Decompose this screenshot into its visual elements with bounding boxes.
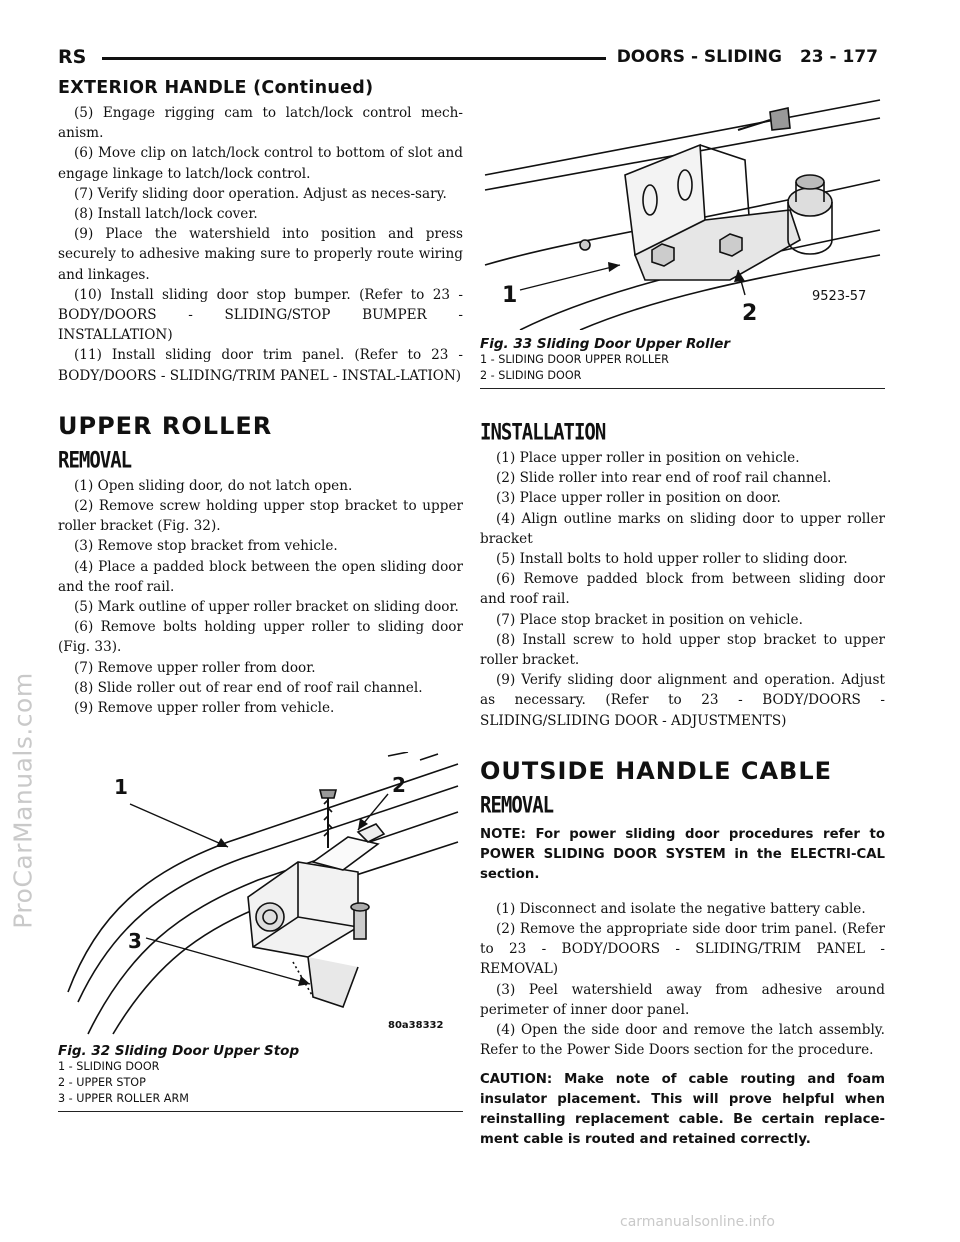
subheading-removal: REMOVAL [480, 792, 554, 819]
left-column [58, 103, 463, 718]
step-text: (4) Align outline marks on sliding door to upper roller bracket [480, 510, 885, 547]
figure-33-legend-item: 1 - SLIDING DOOR UPPER ROLLER [480, 353, 669, 366]
side-watermark-text: ProCarManuals.com [8, 671, 38, 929]
figure-32-illustration [58, 752, 463, 1037]
step-text: (10) Install sliding door stop bumper. (Refer to 23 - BODY/DOORS - SLIDING/STOP BUMPER - INSTALLATION) [58, 286, 463, 344]
step-text: (7) Verify sliding door operation. Adjust as neces-sary. [74, 185, 447, 202]
step-text: (3) Remove stop bracket from vehicle. [74, 538, 338, 555]
footer-watermark: carmanualsonline.info [620, 1214, 775, 1230]
continued-heading: EXTERIOR HANDLE (Continued) [58, 78, 374, 98]
step-text: (11) Install sliding door trim panel. (Refer to 23 - BODY/DOORS - SLIDING/TRIM PANEL - INSTAL-LATION) [58, 347, 463, 384]
step-text: (1) Place upper roller in position on vehicle. [496, 450, 800, 466]
step-text: (1) Disconnect and isolate the negative battery cable. [496, 900, 866, 917]
figure-32-bottom-rule [58, 1111, 463, 1112]
step-text: (4) Open the side door and remove the latch assembly. Refer to the Power Side Doors section for the procedure. [480, 1022, 885, 1059]
step-text: (9) Remove upper roller from vehicle. [74, 700, 335, 717]
header-section: DOORS - SLIDING [616, 47, 782, 67]
step-text: (6) Move clip on latch/lock control to bottom of slot and engage linkage to latch/lock control. [58, 145, 463, 182]
figure-33-legend-item: 2 - SLIDING DOOR [480, 369, 582, 382]
figure-32-caption: Fig. 32 Sliding Door Upper Stop [58, 1043, 300, 1059]
step-text: (2) Remove the appropriate side door trim panel. (Refer to 23 - BODY/DOORS - SLIDING/TRIM PANEL - REMOVAL) [480, 921, 885, 978]
caution-text: CAUTION: Make note of cable routing and foam insulator placement. This will prove helpful when reinstalling replacement cable. Be certain replace-ment cable is routed and retained correctly. [480, 1072, 885, 1148]
figure-33-bottom-rule [480, 388, 885, 389]
figure-32-id: 80a38332 [388, 1020, 444, 1031]
figure-33-legend [480, 352, 885, 384]
section-title-outside-handle-cable: OUTSIDE HANDLE CABLE [480, 756, 833, 785]
header-rule [102, 57, 606, 60]
header-page-number: 23 - 177 [799, 47, 878, 67]
step-text: (7) Place stop bracket in position on vehicle. [496, 611, 803, 628]
figure-32-legend [58, 1059, 463, 1107]
figure-33 [480, 90, 885, 389]
step-text: (5) Mark outline of upper roller bracket on sliding door. [74, 599, 459, 616]
figure-33-callout-1: 1 [502, 283, 518, 308]
figure-33-callout-2: 2 [742, 301, 758, 326]
right-column [480, 420, 885, 1164]
page-header [58, 46, 878, 72]
figure-33-id: 9523-57 [812, 289, 867, 304]
figure-32-legend-item: 1 - SLIDING DOOR [58, 1060, 160, 1073]
step-text: (1) Open sliding door, do not latch open. [74, 477, 353, 494]
step-text: (8) Install latch/lock cover. [74, 206, 258, 223]
header-left-code: RS [58, 46, 87, 68]
step-text: (2) Remove screw holding upper stop bracket to upper roller bracket (Fig. 32). [58, 498, 463, 535]
side-watermark [8, 420, 38, 1180]
step-text: (6) Remove padded block from between sliding door and roof rail. [480, 571, 885, 608]
figure-33-illustration [480, 90, 885, 330]
figure-32-callout-3: 3 [128, 929, 142, 953]
figure-33-caption: Fig. 33 Sliding Door Upper Roller [480, 336, 731, 352]
header-right [617, 47, 878, 67]
section-title-upper-roller: UPPER ROLLER [58, 411, 273, 440]
step-text: (3) Peel watershield away from adhesive around perimeter of inner door panel. [480, 981, 885, 1018]
step-text: (5) Engage rigging cam to latch/lock control mech-anism. [58, 105, 463, 142]
step-text: (5) Install bolts to hold upper roller to sliding door. [496, 551, 848, 568]
step-text: (8) Slide roller out of rear end of roof rail channel. [74, 679, 423, 696]
step-text: (8) Install screw to hold upper stop bracket to upper roller bracket. [480, 631, 885, 669]
subheading-removal: REMOVAL [58, 447, 132, 474]
step-text: (9) Verify sliding door alignment and operation. Adjust as necessary. (Refer to 23 - BODY/DOORS - SLIDING/SLIDING DOOR - ADJUSTMENTS) [480, 672, 885, 729]
step-text: (7) Remove upper roller from door. [74, 659, 316, 676]
step-text: (2) Slide roller into rear end of roof rail channel. [496, 470, 832, 487]
figure-32-callout-1: 1 [114, 775, 128, 799]
subheading-installation: INSTALLATION [480, 420, 606, 446]
step-text: (9) Place the watershield into position and press securely to adhesive making sure to properly route wiring and linkages. [58, 226, 463, 283]
figure-32 [58, 752, 463, 1112]
step-text: (6) Remove bolts holding upper roller to sliding door (Fig. 33). [58, 619, 463, 656]
step-text: (3) Place upper roller in position on door. [496, 490, 781, 507]
step-text: (4) Place a padded block between the open sliding door and the roof rail. [58, 558, 463, 595]
figure-32-callout-2: 2 [392, 773, 406, 797]
note-text: NOTE: For power sliding door procedures refer to POWER SLIDING DOOR SYSTEM in the ELECTRI-CAL section. [480, 826, 885, 882]
figure-32-legend-item: 3 - UPPER ROLLER ARM [58, 1092, 189, 1105]
figure-32-legend-item: 2 - UPPER STOP [58, 1076, 146, 1089]
